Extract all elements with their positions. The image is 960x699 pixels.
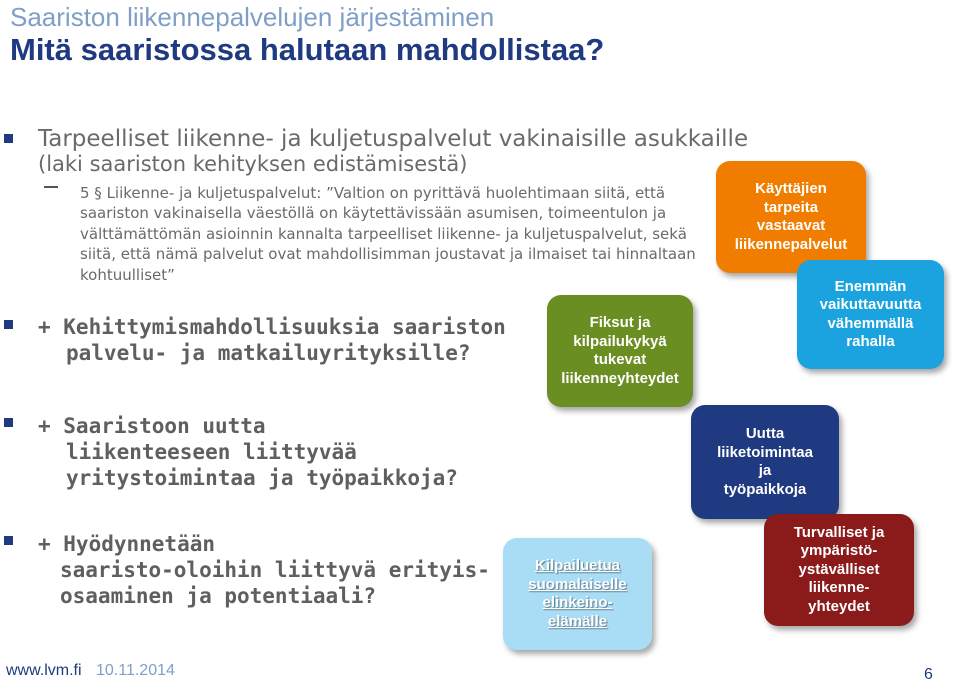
box-line: elinkeino- <box>542 594 613 611</box>
box-line: Fiksut ja <box>589 314 651 331</box>
box-line: vastaavat <box>756 217 826 234</box>
footer-date: 10.11.2014 <box>96 662 175 679</box>
footer-url: www.lvm.fi <box>6 662 82 679</box>
box-safe-green <box>764 514 914 626</box>
box-line: elämälle <box>547 612 608 630</box>
box-line: vähemmällä <box>827 314 914 332</box>
bullet1-heading: Tarpeelliset liikenne- ja kuljetuspalvelut vakinaisille asukkaille <box>38 126 749 152</box>
bullet3-line2: liikenteeseen liittyvää <box>66 440 357 464</box>
box-line: yhteydet <box>808 597 870 615</box>
box-user-needs <box>716 161 866 273</box>
box-line: vaikuttavuutta <box>819 296 922 313</box>
box-line: liikenne- <box>808 579 870 597</box>
bullet2-text <box>38 314 506 366</box>
box-line: ystävälliset <box>798 560 880 578</box>
box-more-impact <box>797 260 944 369</box>
bullet-square-icon <box>4 418 13 427</box>
bullet4-line2: saaristo-oloihin liittyvä erityis- <box>60 558 490 582</box>
page-number: 6 <box>924 666 933 683</box>
box-line: ympäristö- <box>800 542 878 560</box>
bullet2-line1: + Kehittymismahdollisuuksia saariston <box>38 315 506 339</box>
dash-icon <box>44 186 58 188</box>
bullet1-subheading: (laki saariston kehityksen edistämisestä) <box>38 152 468 176</box>
box-line: Käyttäjien <box>755 180 827 197</box>
box-line: tarpeita <box>763 198 819 216</box>
box-line: rahalla <box>846 333 895 350</box>
bullet4-text <box>38 531 490 609</box>
box-competitive-edge <box>503 538 652 650</box>
box-line: ja <box>758 462 772 479</box>
bullet-square-icon <box>4 320 13 329</box>
box-line: Kilpailuetua <box>534 557 620 574</box>
bullet4-line1: + Hyödynnetään <box>38 532 216 556</box>
box-line: tukevat <box>593 351 647 368</box>
box-line: työpaikkoja <box>723 480 807 498</box>
bullet3-text <box>38 413 458 491</box>
box-new-business <box>691 405 839 519</box>
bullet-square-icon <box>4 134 13 143</box>
box-smart-connections <box>547 295 693 407</box>
box-line: Enemmän <box>834 277 907 295</box>
law-quote: 5 § Liikenne- ja kuljetuspalvelut: ”Valtion on pyrittävä huolehtimaan siitä, että saariston vakinaisella väestöllä on käytettävissään asumisen, toimeentulon ja välttämättömän asioinnin kannalta tarpeelliset liikenne- ja kuljetuspalvelut, sekä siitä, että nämä palvelut ovat mahdollisimman joustavat ja ilmaiset tai hinnaltaan kohtuulliset” <box>80 184 696 284</box>
box-line: Turvalliset ja <box>793 523 885 541</box>
slide-title: Mitä saaristossa halutaan mahdollistaa? <box>10 32 605 67</box>
bullet3-line3: yritystoimintaa ja työpaikkoja? <box>66 466 458 490</box>
box-line: liikenneyhteydet <box>561 369 679 387</box>
slide-subtitle: Saariston liikennepalvelujen järjestäminen <box>10 2 495 32</box>
bullet3-line1: + Saaristoon uutta <box>38 414 266 438</box>
box-line: Uutta <box>745 425 785 442</box>
bullet2-line2: palvelu- ja matkailuyrityksille? <box>66 341 471 365</box>
bullet4-line3: osaaminen ja potentiaali? <box>60 584 377 608</box>
bullet-square-icon <box>4 536 13 545</box>
box-line: kilpailukykyä <box>573 332 667 350</box>
box-line: liiketoimintaa <box>717 443 813 461</box>
box-line: suomalaiselle <box>528 575 627 593</box>
box-line: liikennepalvelut <box>734 235 848 253</box>
